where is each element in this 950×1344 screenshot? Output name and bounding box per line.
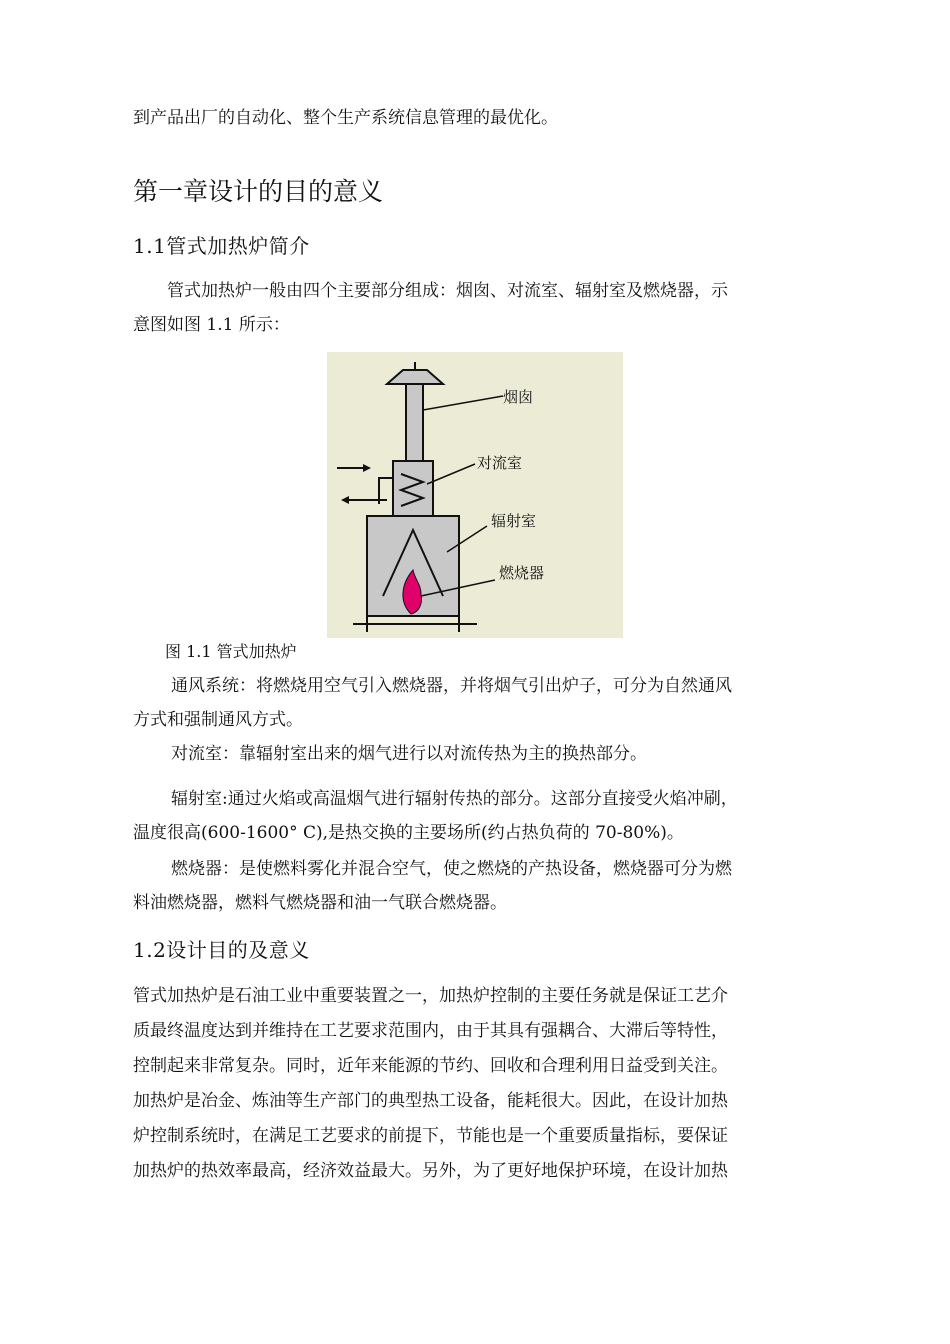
label-chimney: 烟囱 bbox=[503, 388, 534, 406]
text-line: 辐射室:通过火焰或高温烟气进行辐射传热的部分。这部分直接受火焰冲刷， bbox=[171, 789, 738, 809]
label-convection: 对流室 bbox=[477, 454, 523, 472]
text-line: 管式加热炉一般由四个主要部分组成：烟囱、对流室、辐射室及燃烧器，示 bbox=[167, 281, 728, 301]
desc-radiation bbox=[133, 782, 805, 850]
section-title-1-2: 1.2设计目的及意义 bbox=[133, 938, 310, 962]
text-line: 通风系统：将燃烧用空气引入燃烧器，并将烟气引出炉子，可分为自然通风 bbox=[171, 676, 732, 696]
convection-room bbox=[393, 461, 433, 516]
section-1-2-paragraph bbox=[133, 979, 805, 1189]
intro-paragraph bbox=[133, 101, 805, 135]
text-line: 燃烧器：是使燃料雾化并混合空气，使之燃烧的产热设备，燃烧器可分为燃 bbox=[171, 859, 732, 879]
figure-caption: 图 1.1 管式加热炉 bbox=[165, 642, 297, 661]
leader-chimney bbox=[423, 396, 503, 410]
text-line: 加热炉是冶金、炼油等生产部门的典型热工设备，能耗很大。因此，在设计加热 bbox=[133, 1091, 728, 1111]
label-burner: 燃烧器 bbox=[499, 564, 545, 582]
chapter-title: 第一章设计的目的意义 bbox=[133, 177, 384, 206]
inlet-arrow bbox=[363, 464, 371, 472]
text-line: 控制起来非常复杂。同时，近年来能源的节约、回收和合理利用日益受到关注。 bbox=[133, 1056, 728, 1076]
text-line: 方式和强制通风方式。 bbox=[133, 710, 303, 730]
outlet-arrow bbox=[341, 496, 349, 504]
chimney-stack bbox=[406, 384, 423, 461]
text-line: 对流室：靠辐射室出来的烟气进行以对流传热为主的换热部分。 bbox=[171, 744, 647, 764]
desc-ventilation bbox=[133, 669, 805, 737]
desc-convection bbox=[133, 737, 805, 771]
desc-burner bbox=[133, 852, 805, 920]
text-line: 料油燃烧器，燃料气燃烧器和油一气联合燃烧器。 bbox=[133, 893, 507, 913]
text-line: 意图如图 1.1 所示： bbox=[133, 315, 290, 335]
section-title-1-1: 1.1管式加热炉简介 bbox=[133, 234, 310, 258]
section-1-1-intro bbox=[133, 274, 805, 342]
leader-convection bbox=[427, 464, 475, 484]
text-line: 炉控制系统时，在满足工艺要求的前提下，节能也是一个重要质量指标，要保证 bbox=[133, 1126, 728, 1146]
chimney-cap bbox=[387, 370, 443, 384]
text-line: 温度很高(600-1600° C),是热交换的主要场所(约占热负荷的 70-80%)。 bbox=[133, 823, 684, 843]
text-line: 到产品出厂的自动化、整个生产系统信息管理的最优化。 bbox=[133, 108, 558, 128]
label-radiation: 辐射室 bbox=[491, 512, 537, 530]
furnace-diagram-svg bbox=[327, 352, 623, 638]
text-line: 加热炉的热效率最高，经济效益最大。另外，为了更好地保护环境，在设计加热 bbox=[133, 1161, 728, 1181]
text-line: 质最终温度达到并维持在工艺要求范围内，由于其具有强耦合、大滞后等特性， bbox=[133, 1021, 728, 1041]
text-line: 管式加热炉是石油工业中重要装置之一，加热炉控制的主要任务就是保证工艺介 bbox=[133, 986, 728, 1006]
furnace-diagram bbox=[327, 352, 623, 638]
